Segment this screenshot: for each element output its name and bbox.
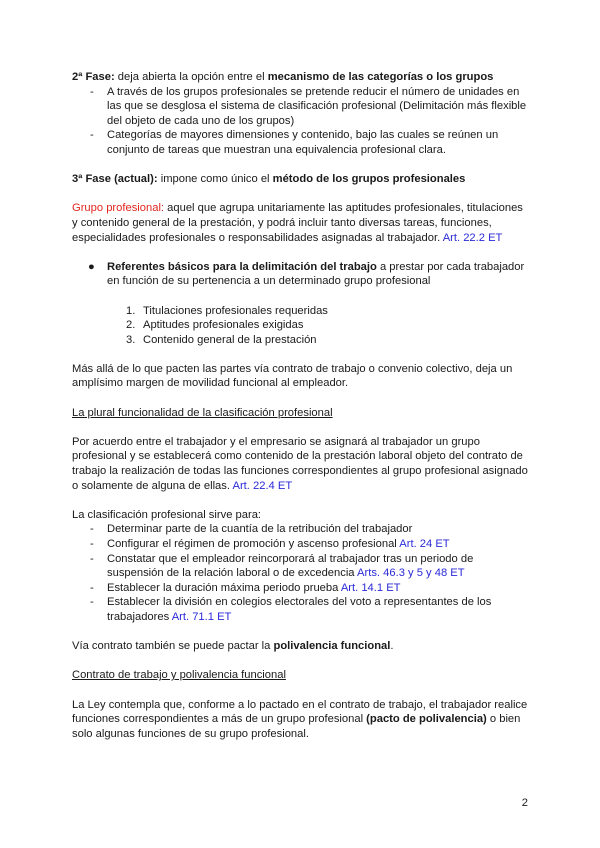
fase2-label: 2ª Fase: [72, 71, 115, 83]
sirve-item-text: Constatar que el empleador reincorporará al trabajador tras un periodo de suspensión de la relación laboral o de excedencia [107, 552, 474, 580]
sirve-ref-link[interactable]: Art. 71.1 ET [171, 610, 232, 623]
plural-paragraph [72, 435, 530, 493]
plural-text: Por acuerdo entre el trabajador y el empresario se asignará al trabajador un grupo profesional y se establecerá como contenido de la prestación laboral objeto del contrato de trabajo la realización de todas las funciones correspondientes al grupo profesional asignado o solamente de alguna de ellas. [72, 435, 528, 492]
bullet-icon: ● [88, 260, 95, 273]
list-number: 3. [126, 333, 136, 346]
fase2-text: deja abierta la opción entre el [114, 71, 268, 83]
sirve-item-text: Configurar el régimen de promoción y ascenso profesional [107, 538, 400, 550]
fase2-item: - Categorías de mayores dimensiones y contenido, bajo las cuales se reúnen un conjunto de tareas que muestran una equivalencia profesional clara. [72, 128, 530, 157]
sirve-item [72, 581, 530, 596]
grupo-paragraph [72, 201, 530, 245]
referentes-list-item [72, 304, 530, 319]
referentes-list-item [72, 318, 530, 333]
fase2-item: - A través de los grupos profesionales se pretende reducir el número de unidades en las que se desglosa el sistema de clasificación profesional (Delimitación más flexible del objeto de cada uno de los grupos) [72, 85, 530, 129]
polivalencia-end: . [390, 640, 394, 653]
sirve-item [72, 552, 530, 581]
contrato-end: o bien solo algunas funciones de su grupo profesional. [72, 713, 521, 740]
grupo-ref-link[interactable]: Art. 22.2 ET [442, 231, 503, 244]
referentes-list-item [72, 333, 530, 348]
contrato-text: La Ley contempla que, conforme a lo pactado en el contrato de trabajo, el trabajador realice funciones correspondientes a más de un grupo profesional [72, 698, 528, 726]
sirve-item [72, 522, 530, 537]
list-text: Aptitudes profesionales exigidas [143, 319, 304, 332]
sirve-ref-link[interactable]: Art. 14.1 ET [340, 581, 401, 594]
contrato-bold: (pacto de polivalencia) [366, 713, 487, 726]
sirve-intro: La clasificación profesional sirve para: [72, 508, 262, 521]
plural-ref-link[interactable]: Art. 22.4 ET [232, 479, 293, 492]
fase2-bold: mecanismo de las categorías o los grupos [267, 71, 494, 83]
mas-alla-paragraph: Más allá de lo que pacten las partes vía contrato de trabajo o convenio colectivo, deja un amplísimo margen de movilidad funcional al empleador. [72, 362, 513, 390]
contrato-heading: Contrato de trabajo y polivalencia funcional [72, 669, 286, 682]
sirve-ref-link[interactable]: Arts. 46.3 y 5 y 48 ET [357, 567, 465, 580]
fase3-text: impone como único el [157, 173, 273, 186]
plural-heading: La plural funcionalidad de la clasificación profesional [72, 406, 333, 419]
fase2-paragraph [72, 70, 530, 85]
sirve-item [72, 595, 530, 624]
fase3-bold: método de los grupos profesionales [272, 173, 466, 186]
polivalencia-text: Vía contrato también se puede pactar la [72, 640, 274, 653]
grupo-text: aquel que agrupa unitariamente las aptitudes profesionales, titulaciones y contenido general de la prestación, y podrá incluir tanto diversas tareas, funciones, especialidades profesionales o responsabilidades asignadas al trabajador. [72, 202, 523, 244]
page-number: 2 [521, 797, 528, 809]
list-number: 2. [126, 319, 136, 332]
sirve-item-text: Establecer la división en colegios electorales del voto a representantes de los trabajadores [107, 596, 492, 623]
sirve-item-text: Establecer la duración máxima periodo prueba [107, 581, 341, 594]
contrato-paragraph [72, 698, 530, 742]
document-page [72, 70, 530, 741]
referentes-bold: Referentes básicos para la delimitación del trabajo [107, 260, 377, 273]
sirve-item [72, 537, 530, 552]
polivalencia-bold: polivalencia funcional [273, 640, 391, 653]
list-text: Contenido general de la prestación [143, 333, 317, 346]
grupo-term: Grupo profesional: [72, 202, 165, 215]
referentes-bullet-item [72, 260, 530, 289]
sirve-ref-link[interactable]: Art. 24 ET [399, 538, 450, 550]
referentes-text: a prestar por cada trabajador en función de su pertenencia a un determinado grupo profesional [107, 260, 525, 288]
sirve-item-text: Determinar parte de la cuantía de la retribución del trabajador [107, 523, 413, 536]
fase3-paragraph [72, 172, 530, 187]
list-text: Titulaciones profesionales requeridas [143, 304, 328, 317]
fase3-label: 3ª Fase (actual): [72, 173, 158, 186]
list-number: 1. [126, 304, 136, 317]
polivalencia-paragraph [72, 639, 530, 654]
